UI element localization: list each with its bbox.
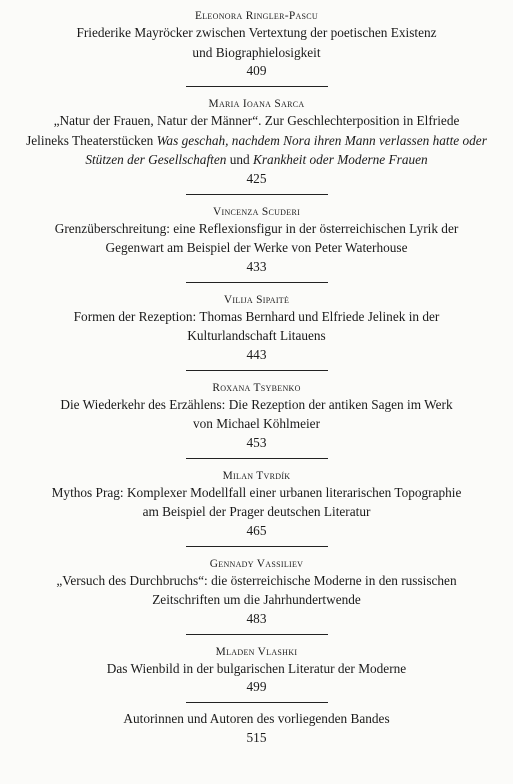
- divider: [186, 458, 328, 459]
- entry-title: [0, 111, 513, 170]
- entry-page-number: 425: [246, 170, 267, 186]
- title-line: Zeitschriften um die Jahrhundertwende: [152, 592, 361, 607]
- entry-page-number: 483: [246, 610, 267, 626]
- entry-author: Vincenza Scuderi: [212, 205, 301, 218]
- title-line: und Biographielosigkeit: [192, 44, 321, 60]
- entry-title: [0, 219, 513, 258]
- title-line: Mythos Prag: Komplexer Modellfall einer urbanen literarischen Topographie: [51, 484, 462, 500]
- entry-author: Maria Ioana Sarca: [208, 98, 305, 110]
- title-plain-text: und: [226, 152, 253, 167]
- entry-title: [0, 571, 513, 610]
- title-line: Autorinnen und Autoren des vorliegenden Bandes: [123, 711, 390, 726]
- toc-entry: [0, 293, 513, 371]
- title-line: [10, 131, 503, 151]
- title-italic-text: Was geschah, nachdem Nora ihren Mann verlassen hatte oder: [156, 132, 487, 148]
- title-line: von Michael Köhlmeier: [192, 416, 321, 431]
- divider: [186, 282, 328, 283]
- title-line: Das Wienbild in der bulgarischen Literatur der Moderne: [106, 660, 407, 676]
- toc-entry: [0, 205, 513, 283]
- toc-entry: [0, 469, 513, 547]
- title-italic-text: Stützen der Gesellschaften: [85, 152, 227, 167]
- entry-page-number: 443: [246, 346, 267, 362]
- entry-page-number: 465: [246, 522, 267, 538]
- divider: [186, 634, 328, 635]
- divider: [186, 86, 328, 87]
- entry-page-number: 409: [246, 63, 267, 78]
- entry-title: [0, 483, 513, 522]
- toc-entry: [0, 381, 513, 459]
- divider: [186, 546, 328, 547]
- title-line: Gegenwart am Beispiel der Werke von Peter Waterhouse: [105, 240, 408, 255]
- entry-page-number: 515: [246, 729, 267, 745]
- title-line: am Beispiel der Prager deutschen Literatur: [142, 504, 371, 519]
- title-line: Grenzüberschreitung: eine Reflexionsfigur in der österreichischen Lyrik der: [54, 220, 459, 236]
- entry-author: Mladen Vlashki: [215, 645, 298, 658]
- divider: [186, 702, 328, 703]
- entry-title: [0, 659, 513, 679]
- entry-author: Eleonora Ringler-Pascu: [194, 10, 319, 22]
- title-line: Kulturlandschaft Litauens: [187, 328, 326, 343]
- toc-entry: [0, 645, 513, 704]
- entry-author: Milan Tvrdík: [222, 469, 291, 482]
- title-line: Die Wiederkehr des Erzählens: Die Rezeption der antiken Sagen im Werk: [60, 396, 453, 412]
- title-line: Friederike Mayröcker zwischen Vertextung der poetischen Existenz: [76, 25, 437, 40]
- entry-author: Gennady Vassiliev: [209, 557, 304, 570]
- title-line: [10, 150, 503, 170]
- entry-title: [0, 23, 513, 62]
- entry-author: Roxana Tsybenko: [212, 381, 301, 394]
- entry-page-number: 433: [246, 258, 267, 274]
- entry-page-number: 453: [246, 434, 267, 450]
- title-line: „Natur der Frauen, Natur der Männer“. Zur Geschlechterposition in Elfriede: [53, 113, 460, 128]
- toc-entry: [0, 709, 513, 747]
- divider: [186, 194, 328, 195]
- title-line: „Versuch des Durchbruchs“: die österreichische Moderne in den russischen: [56, 572, 457, 588]
- title-italic-text: Krankheit oder Moderne Frauen: [253, 152, 428, 167]
- divider: [186, 370, 328, 371]
- entry-title: [0, 709, 513, 729]
- entry-page-number: 499: [246, 679, 267, 694]
- toc-entry: [0, 557, 513, 635]
- toc-entry: [0, 97, 513, 195]
- title-plain-text: Jelineks Theaterstücken: [26, 132, 157, 148]
- toc-entry: [0, 9, 513, 87]
- entry-title: [0, 307, 513, 346]
- title-line: Formen der Rezeption: Thomas Bernhard und Elfriede Jelinek in der: [73, 308, 440, 324]
- entry-author: Vilija Sipaitė: [223, 293, 290, 306]
- entry-title: [0, 395, 513, 434]
